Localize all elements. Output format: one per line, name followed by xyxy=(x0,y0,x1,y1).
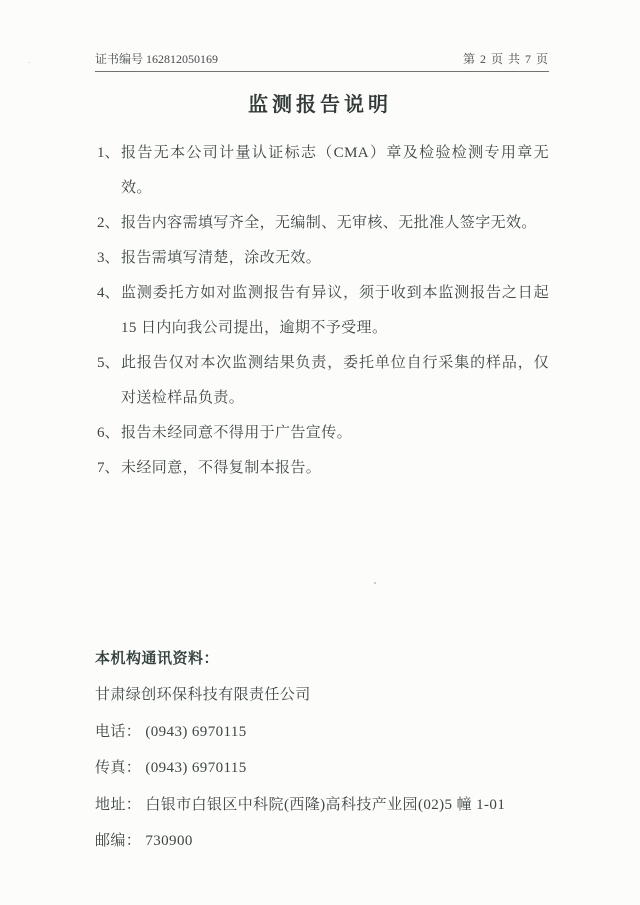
note-item-3 xyxy=(97,241,549,276)
phone-label: 电话： xyxy=(95,723,142,740)
fax-label: 传真： xyxy=(95,760,142,776)
note-text: 报告内容需填写齐全，无编制、无审核、无批准人签字无效。 xyxy=(121,215,537,231)
note-number: 1、 xyxy=(97,145,120,161)
note-item-6 xyxy=(97,416,549,451)
address-label: 地址： xyxy=(95,796,142,813)
zip-label: 邮编： xyxy=(95,833,142,849)
note-number: 4、 xyxy=(97,285,120,301)
note-item-4 xyxy=(97,276,549,346)
note-number: 5、 xyxy=(97,355,120,371)
contact-row-address xyxy=(95,787,555,824)
address-value: 白银市白银区中科院(西隆)高科技产业园(02)5 幢 1-01 xyxy=(145,796,506,813)
page-header xyxy=(95,50,549,72)
contact-row-zip xyxy=(95,823,555,860)
note-item-5 xyxy=(97,346,549,416)
note-text: 报告需填写清楚，涂改无效。 xyxy=(121,250,322,266)
zip-value: 730900 xyxy=(145,833,193,849)
note-text: 报告无本公司计量认证标志（CMA）章及检验检测专用章无效。 xyxy=(121,145,549,196)
note-text: 此报告仅对本次监测结果负责，委托单位自行采集的样品，仅对送检样品负责。 xyxy=(121,355,549,406)
scan-artifact xyxy=(374,582,376,584)
note-number: 3、 xyxy=(97,250,120,266)
note-text: 报告未经同意不得用于广告宣传。 xyxy=(121,425,353,441)
phone-value: (0943) 6970115 xyxy=(145,723,247,740)
company-name: 甘肃绿创环保科技有限责任公司 xyxy=(95,687,311,703)
contact-row-phone xyxy=(95,714,555,751)
note-number: 2、 xyxy=(97,215,120,231)
fax-value: (0943) 6970115 xyxy=(145,760,247,776)
scan-artifact xyxy=(28,62,30,63)
document-title: 监测报告说明 xyxy=(248,94,392,116)
note-item-1 xyxy=(97,136,549,206)
contact-section xyxy=(95,641,555,860)
note-number: 6、 xyxy=(97,425,120,441)
contact-row-fax xyxy=(95,750,555,787)
note-item-2 xyxy=(97,206,549,241)
note-number: 7、 xyxy=(97,460,120,476)
contact-heading: 本机构通讯资料： xyxy=(95,651,220,667)
page-indicator: 第 2 页 共 7 页 xyxy=(462,52,549,66)
notes-list xyxy=(97,136,549,486)
certificate-number: 证书编号 162812050169 xyxy=(95,52,219,66)
note-text: 监测委托方如对监测报告有异议，须于收到本监测报告之日起 15 日内向我公司提出，逾期不予受理。 xyxy=(121,285,549,336)
note-text: 未经同意，不得复制本报告。 xyxy=(121,460,322,476)
note-item-7 xyxy=(97,451,549,486)
